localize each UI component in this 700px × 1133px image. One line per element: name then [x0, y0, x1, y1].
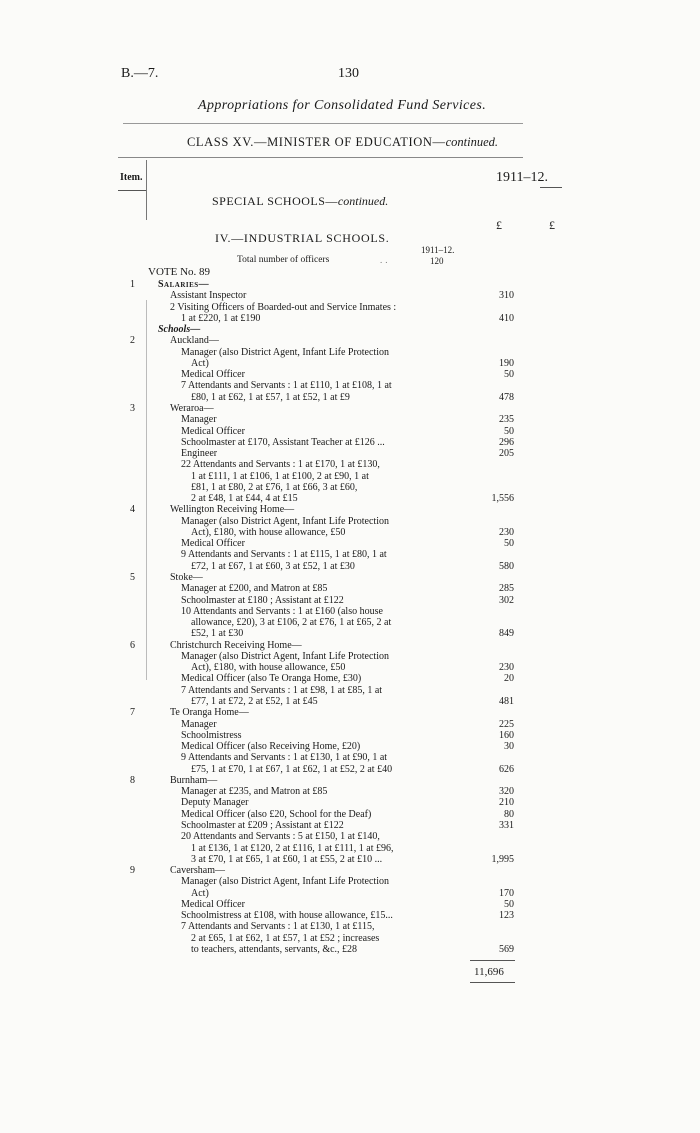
line-text: 7 Attendants and Servants : 1 at £110, 1 at £108, 1 at	[181, 380, 392, 391]
line-text: Caversham—	[170, 865, 225, 876]
total-officers-value: 120	[430, 256, 444, 266]
currency-symbol-col1: £	[496, 218, 502, 232]
line-amount: 210	[499, 797, 514, 808]
line-text: Stoke—	[170, 572, 203, 583]
class-heading-text: CLASS XV.—MINISTER OF EDUCATION—	[187, 135, 446, 149]
line-text: Engineer	[181, 448, 218, 459]
line-amount: 160	[499, 730, 514, 741]
line-text: 20 Attendants and Servants : 5 at £150, 1 at £140,	[181, 831, 380, 842]
item-column-label: Item.	[120, 172, 143, 183]
line-text: £52, 1 at £30	[191, 628, 244, 639]
line-text: Manager at £200, and Matron at £85	[181, 583, 328, 594]
item-number: 1	[130, 279, 135, 290]
line-text: Manager (also District Agent, Infant Life Protection	[181, 347, 389, 358]
item-number: 9	[130, 865, 135, 876]
total-rule	[470, 982, 515, 983]
total-officers-year: 1911–12.	[421, 245, 455, 255]
class-divider	[118, 157, 523, 158]
line-text: Schoolmistress	[181, 730, 242, 741]
subtotal-rule	[470, 960, 515, 961]
line-text: Burnham—	[170, 775, 218, 786]
line-text: Schoolmaster at £209 ; Assistant at £122	[181, 820, 344, 831]
line-text: Medical Officer	[181, 538, 245, 549]
line-text: Schoolmaster at £170, Assistant Teacher at £126 ...	[181, 437, 385, 448]
line-amount: 123	[499, 910, 514, 921]
line-text: £80, 1 at £62, 1 at £57, 1 at £52, 1 at £9	[191, 392, 350, 403]
line-text: Schools—	[158, 324, 201, 335]
line-text: Christchurch Receiving Home—	[170, 640, 302, 651]
line-text: Te Oranga Home—	[170, 707, 249, 718]
leader-dots: ..	[380, 255, 391, 265]
line-amount: 569	[499, 944, 514, 955]
line-amount: 20	[504, 673, 514, 684]
header-divider	[123, 123, 523, 124]
line-amount: 50	[504, 538, 514, 549]
line-text: Schoolmaster at £180 ; Assistant at £122	[181, 595, 344, 606]
line-text: Deputy Manager	[181, 797, 249, 808]
line-amount: 1,556	[491, 493, 514, 504]
line-text: Medical Officer (also £20, School for the Deaf)	[181, 809, 372, 820]
item-number: 4	[130, 504, 135, 515]
line-amount: 205	[499, 448, 514, 459]
line-text: 7 Attendants and Servants : 1 at £98, 1 at £85, 1 at	[181, 685, 383, 696]
item-number: 2	[130, 335, 135, 346]
item-number: 5	[130, 572, 135, 583]
line-amount: 481	[499, 696, 514, 707]
item-number: 3	[130, 403, 135, 414]
line-amount: 30	[504, 741, 514, 752]
page-number: 130	[338, 66, 359, 81]
line-amount: 170	[499, 888, 514, 899]
item-column-rule	[146, 300, 147, 680]
line-amount: 296	[499, 437, 514, 448]
line-text: £72, 1 at £67, 1 at £60, 3 at £52, 1 at £30	[191, 561, 355, 572]
section-title: IV.—INDUSTRIAL SCHOOLS.	[215, 231, 390, 245]
grand-total: 11,696	[474, 966, 504, 978]
line-amount: 285	[499, 583, 514, 594]
line-text: £77, 1 at £72, 2 at £52, 1 at £45	[191, 696, 318, 707]
line-text: allowance, £20), 3 at £106, 2 at £76, 1 at £65, 2 at	[191, 617, 392, 628]
class-heading-continued: continued.	[445, 135, 498, 149]
line-text: Weraroa—	[170, 403, 214, 414]
line-text: 3 at £70, 1 at £65, 1 at £60, 1 at £55, 2 at £10 ...	[191, 854, 383, 865]
line-amount: 478	[499, 392, 514, 403]
line-amount: 1,995	[491, 854, 514, 865]
line-text: Manager	[181, 414, 217, 425]
line-text: Medical Officer	[181, 899, 245, 910]
line-amount: 235	[499, 414, 514, 425]
line-text: Act)	[191, 888, 209, 899]
line-text: 2 at £48, 1 at £44, 4 at £15	[191, 493, 298, 504]
line-amount: 225	[499, 719, 514, 730]
total-officers-label: Total number of officers	[237, 255, 330, 265]
line-text: Assistant Inspector	[170, 290, 247, 301]
special-schools-heading	[212, 194, 388, 209]
special-schools-text: SPECIAL SCHOOLS—	[212, 194, 338, 208]
line-text: Medical Officer (also Te Oranga Home, £30)	[181, 673, 362, 684]
line-amount: 410	[499, 313, 514, 324]
item-number: 8	[130, 775, 135, 786]
line-amount: 302	[499, 595, 514, 606]
line-text: Manager (also District Agent, Infant Life Protection	[181, 651, 389, 662]
line-text: to teachers, attendants, servants, &c., £28	[191, 944, 358, 955]
line-amount: 230	[499, 662, 514, 673]
line-text: Salaries—	[158, 279, 210, 290]
line-amount: 626	[499, 764, 514, 775]
year-column-label: 1911–12.	[496, 170, 548, 185]
line-amount: 50	[504, 369, 514, 380]
line-amount: 310	[499, 290, 514, 301]
line-text: 1 at £111, 1 at £106, 1 at £100, 2 at £90, 1 at	[191, 471, 369, 482]
line-amount: 580	[499, 561, 514, 572]
line-text: Auckland—	[170, 335, 219, 346]
line-text: £75, 1 at £70, 1 at £67, 1 at £62, 1 at £52, 2 at £40	[191, 764, 393, 775]
line-text: 2 Visiting Officers of Boarded-out and Service Inmates :	[170, 302, 397, 313]
line-text: Manager	[181, 719, 217, 730]
line-text: £81, 1 at £80, 2 at £76, 1 at £66, 3 at £60,	[191, 482, 358, 493]
currency-symbol-col2: £	[549, 218, 555, 232]
line-text: Wellington Receiving Home—	[170, 504, 295, 515]
line-text: Manager (also District Agent, Infant Life Protection	[181, 516, 389, 527]
line-amount: 320	[499, 786, 514, 797]
item-column-rule-top	[146, 160, 147, 220]
line-text: Manager (also District Agent, Infant Life Protection	[181, 876, 389, 887]
line-text: 10 Attendants and Servants : 1 at £160 (also house	[181, 606, 383, 617]
line-amount: 849	[499, 628, 514, 639]
class-heading	[187, 135, 498, 150]
line-text: 7 Attendants and Servants : 1 at £130, 1 at £115,	[181, 921, 375, 932]
line-text: Medical Officer (also Receiving Home, £20)	[181, 741, 361, 752]
line-amount: 50	[504, 899, 514, 910]
line-text: Schoolmistress at £108, with house allowance, £15...	[181, 910, 393, 921]
line-text: 1 at £220, 1 at £190	[181, 313, 261, 324]
line-text: Medical Officer	[181, 426, 245, 437]
line-text: 9 Attendants and Servants : 1 at £115, 1 at £80, 1 at	[181, 549, 387, 560]
line-text: Act)	[191, 358, 209, 369]
year-column-underline	[540, 187, 562, 188]
line-text: Medical Officer	[181, 369, 245, 380]
document-reference: B.—7.	[121, 66, 159, 81]
item-column-underline	[118, 190, 146, 191]
line-text: 22 Attendants and Servants : 1 at £170, 1 at £130,	[181, 459, 380, 470]
line-text: Act), £180, with house allowance, £50	[191, 662, 346, 673]
vote-number: VOTE No. 89	[148, 266, 211, 278]
item-number: 6	[130, 640, 135, 651]
line-text: 1 at £136, 1 at £120, 2 at £116, 1 at £111, 1 at £96,	[191, 843, 394, 854]
line-text: Act), £180, with house allowance, £50	[191, 527, 346, 538]
line-amount: 50	[504, 426, 514, 437]
line-text: 2 at £65, 1 at £62, 1 at £57, 1 at £52 ; increases	[191, 933, 380, 944]
line-amount: 230	[499, 527, 514, 538]
line-text: 9 Attendants and Servants : 1 at £130, 1 at £90, 1 at	[181, 752, 388, 763]
line-amount: 190	[499, 358, 514, 369]
item-number: 7	[130, 707, 135, 718]
line-amount: 331	[499, 820, 514, 831]
page-title: Appropriations for Consolidated Fund Services.	[198, 98, 487, 113]
line-amount: 80	[504, 809, 514, 820]
line-text: Manager at £235, and Matron at £85	[181, 786, 328, 797]
special-schools-continued: continued.	[337, 194, 389, 208]
